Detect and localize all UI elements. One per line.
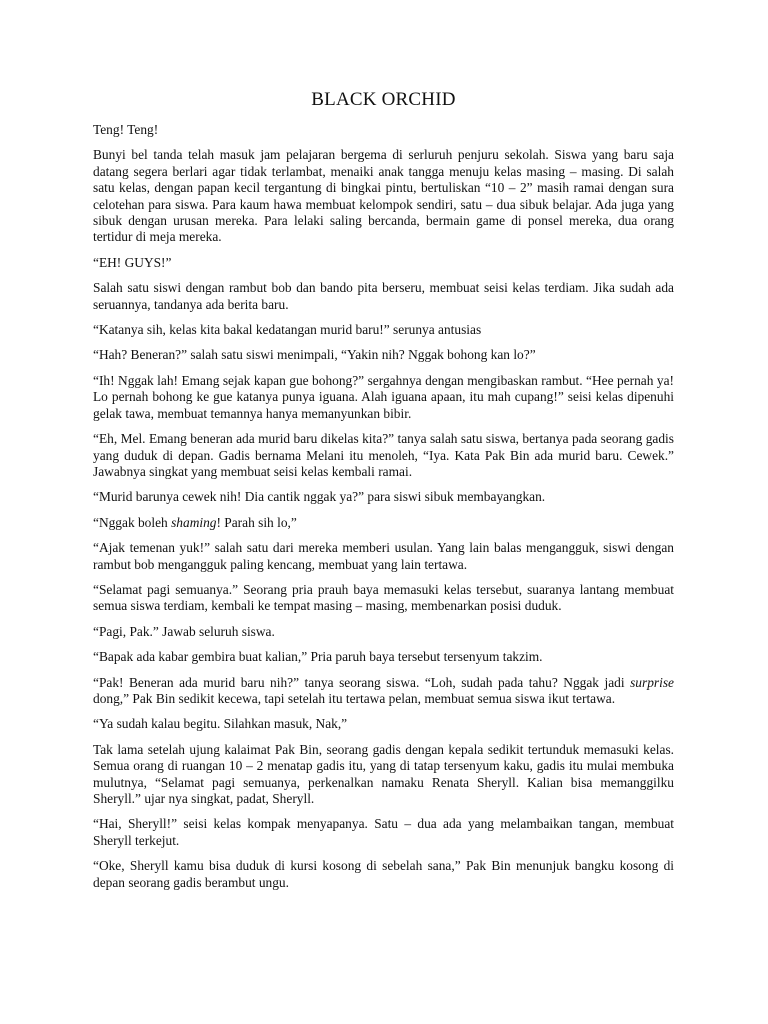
paragraph [93,322,674,338]
document-title: BLACK ORCHID [311,89,456,110]
paragraph-text: “Hah? Beneran?” salah satu siswi menimpali, “Yakin nih? Nggak bohong kan lo?” [93,347,536,363]
paragraph [93,649,674,665]
paragraph-text: “Pagi, Pak.” Jawab seluruh siswa. [93,623,275,639]
paragraph-text: “Oke, Sheryll kamu bisa duduk di kursi kosong di sebelah sana,” Pak Bin menunjuk bangku kosong di depan seorang gadis berambut ungu. [93,858,674,890]
paragraph [93,122,674,138]
paragraph [93,716,674,732]
paragraph-text: “Ih! Nggak lah! Emang sejak kapan gue bohong?” sergahnya dengan mengibaskan rambut. “Hee pernah ya! Lo pernah bohong ke gue katanya punya iguana. Alah iguana apaan, itu mah cupang!” seisi kelas dipenuhi gelak tawa, membuat temannya hanya memanyunkan bibir. [93,372,674,421]
paragraph [93,280,674,313]
paragraph [93,675,674,708]
paragraph-text: “Katanya sih, kelas kita bakal kedatangan murid baru!” serunya antusias [93,322,482,338]
paragraph [93,816,674,849]
italic-text: shaming [171,514,217,530]
paragraph [93,582,674,615]
paragraph-text: “Ajak temenan yuk!” salah satu dari mereka memberi usulan. Yang lain balas mengangguk, siswi dengan rambut bob mengangguk paling kencang, membuat yang lain tertawa. [93,540,674,572]
paragraph [93,540,674,573]
paragraph [93,515,674,531]
paragraph [93,858,674,891]
paragraph [93,489,674,505]
paragraph-text: “Bapak ada kabar gembira buat kalian,” Pria paruh baya tersebut tersenyum takzim. [93,649,543,665]
paragraph [93,255,674,271]
paragraph [93,742,674,808]
document-body [93,122,674,891]
paragraph [93,147,674,245]
paragraph-text: “Hai, Sheryll!” seisi kelas kompak menyapanya. Satu – dua ada yang melambaikan tangan, membuat Sheryll terkejut. [93,816,674,848]
paragraph-text: Teng! Teng! [93,122,159,137]
paragraph [93,347,674,363]
paragraph-text: “Selamat pagi semuanya.” Seorang pria prauh baya memasuki kelas tersebut, suaranya lantang membuat semua siswa terdiam, kembali ke tempat masing – masing, membenarkan posisi duduk. [93,581,674,614]
paragraph-text: dong,” Pak Bin sedikit kecewa, tapi setelah itu tertawa pelan, membuat semua siswa ikut tertawa. [93,690,616,706]
paragraph-text: “Pak! Beneran ada murid baru nih?” tanya seorang siswa. “Loh, sudah pada tahu? Nggak jadi [93,674,631,690]
paragraph-text: “Nggak boleh [93,514,172,530]
paragraph [93,373,674,422]
paragraph-text: Bunyi bel tanda telah masuk jam pelajaran bergema di serluruh penjuru sekolah. Siswa yang baru saja datang segera berlari agar tidak terlambat, menaiki anak tangga menuju kelas masing – masing. Di salah satu kelas, dengan papan kecil tergantung di bingkai pintu, bertuliskan “10 – 2” masih ramai dengan sura celotehan para siswa. Para kaum hawa membuat kelompok sendiri, satu – dua sibuk belajar. Ada juga yang sibuk dengan urusan mereka. Para lelaki saling bercanda, bermain game di ponsel mereka, dua orang tertidur di meja mereka. [93,147,674,245]
paragraph [93,431,674,480]
paragraph-text: “EH! GUYS!” [93,254,172,270]
paragraph-text: “Ya sudah kalau begitu. Silahkan masuk, Nak,” [93,716,348,732]
paragraph [93,624,674,640]
paragraph-text: ! Parah sih lo,” [216,514,297,530]
paragraph-text: “Eh, Mel. Emang beneran ada murid baru dikelas kita?” tanya salah satu siswa, bertanya pada seorang gadis yang duduk di depan. Gadis bernama Melani itu menoleh, “Iya. Kata Pak Bin ada murid baru. Cewek.” Jawabnya singkat yang membuat seisi kelas kembali ramai. [93,431,674,479]
document-page [93,88,674,900]
paragraph-text: “Murid barunya cewek nih! Dia cantik nggak ya?” para siswi sibuk membayangkan. [93,489,546,505]
paragraph-text: Salah satu siswi dengan rambut bob dan bando pita berseru, membuat seisi kelas terdiam. Jika sudah ada seruannya, tandanya ada berita baru. [93,280,674,312]
paragraph-text: Tak lama setelah ujung kalaimat Pak Bin, seorang gadis dengan kepala sedikit tertunduk memasuki kelas. Semua orang di ruangan 10 – 2 menatap gadis itu, yang di tatap tersenyum kaku, gadis itu mulai membuka mulutnya, “Selamat pagi semuanya, perkenalkan namaku Renata Sheryll. Kalian bisa memanggilku Sheryll.” ujar nya singkat, padat, Sheryll. [93,741,674,806]
italic-text: surprise [630,674,674,690]
